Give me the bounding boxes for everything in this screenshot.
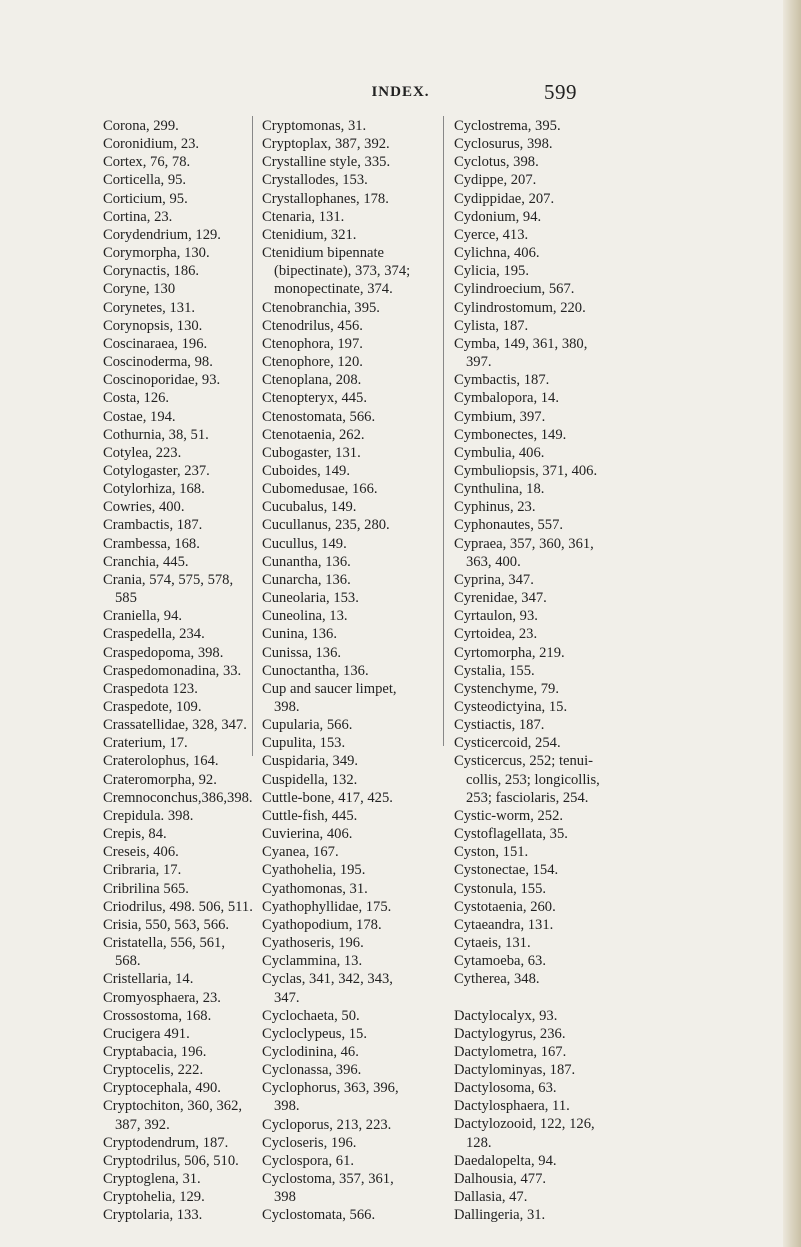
- index-entry: Cytherea, 348.: [454, 971, 540, 988]
- index-entry: Corynopsis, 130.: [103, 317, 203, 334]
- index-entry: Crassatellidae, 328, 347.: [103, 717, 247, 734]
- index-entry: 387, 392.: [115, 1116, 170, 1133]
- index-entry: Dallasia, 47.: [454, 1189, 528, 1206]
- index-entry: Cyrtaulon, 93.: [454, 608, 538, 625]
- index-entry: Cryptolaria, 133.: [103, 1207, 203, 1224]
- section-gap: [454, 989, 626, 1007]
- index-entry: Crystalline style, 335.: [262, 154, 391, 171]
- index-entry: Cribrilina 565.: [103, 880, 189, 897]
- index-entry: Coscinoporidae, 93.: [103, 372, 221, 389]
- index-entry: Cyathopodium, 178.: [262, 916, 382, 933]
- index-entry: Cuboides, 149.: [262, 462, 350, 479]
- index-entry: Cunissa, 136.: [262, 644, 342, 661]
- index-entry: Cowries, 400.: [103, 499, 185, 516]
- index-entry: Cucullanus, 235, 280.: [262, 517, 390, 534]
- index-entry: Cysticercus, 252; tenui-: [454, 753, 594, 770]
- index-entry: Cyston, 151.: [454, 844, 529, 861]
- index-entry: Cristellaria, 14.: [103, 971, 194, 988]
- index-entry: Ctenodrilus, 456.: [262, 317, 363, 334]
- index-entry: 398.: [274, 1098, 300, 1115]
- index-entry: Dactylosphaera, 11.: [454, 1098, 570, 1115]
- index-entry: Cuneolaria, 153.: [262, 590, 359, 607]
- index-entry: Craniella, 94.: [103, 608, 183, 625]
- index-entry: Cromyosphaera, 23.: [103, 989, 221, 1006]
- index-entry: Cryptoglena, 31.: [103, 1171, 201, 1188]
- index-entry: Dactylozooid, 122, 126,: [454, 1116, 595, 1133]
- index-entry: Dactylocalyx, 93.: [454, 1007, 558, 1024]
- column-divider: [252, 116, 253, 756]
- index-entry: Crystallophanes, 178.: [262, 190, 389, 207]
- index-entry: 398: [274, 1189, 296, 1206]
- index-entry: Cypraea, 357, 360, 361,: [454, 535, 594, 552]
- index-entry: Craterium, 17.: [103, 735, 188, 752]
- index-column-3: [454, 117, 626, 1224]
- index-entry: Cyphinus, 23.: [454, 499, 536, 516]
- index-entry: Ctenostomata, 566.: [262, 408, 376, 425]
- index-entry: Cystonectae, 154.: [454, 862, 559, 879]
- index-entry: Cyclammina, 13.: [262, 953, 363, 970]
- index-entry: 253; fasciolaris, 254.: [466, 789, 589, 806]
- index-entry: Criodrilus, 498. 506, 511.: [103, 898, 253, 915]
- index-entry: Cryptocelis, 222.: [103, 1062, 204, 1079]
- index-entry: Cuttle-fish, 445.: [262, 807, 358, 824]
- index-entry: Cycloseris, 196.: [262, 1134, 357, 1151]
- index-entry: Cubomedusae, 166.: [262, 481, 378, 498]
- index-entry: Cyathoseris, 196.: [262, 935, 364, 952]
- index-entry: Cyrtomorpha, 219.: [454, 644, 565, 661]
- index-entry: Crucigera 491.: [103, 1025, 190, 1042]
- index-entry: Ctenoplana, 208.: [262, 372, 362, 389]
- index-entry: Cryptabacia, 196.: [103, 1043, 207, 1060]
- index-entry: 398.: [274, 699, 300, 715]
- index-entry: Cryptocephala, 490.: [103, 1080, 221, 1097]
- index-entry: Cymbulia, 406.: [454, 444, 545, 461]
- running-head-title: INDEX.: [371, 84, 430, 100]
- index-entry: Daedalopelta, 94.: [454, 1152, 557, 1169]
- index-entry: Cysticercoid, 254.: [454, 735, 561, 752]
- index-entry: Ctenopteryx, 445.: [262, 390, 367, 407]
- index-entry: Cystotaenia, 260.: [454, 898, 556, 915]
- index-entry: Crania, 574, 575, 578,: [103, 571, 234, 588]
- index-entry: Cristatella, 556, 561,: [103, 935, 226, 952]
- column-divider: [443, 116, 444, 746]
- index-entry: Costae, 194.: [103, 408, 176, 425]
- index-entry: Ctenaria, 131.: [262, 208, 345, 225]
- index-entry: Cunina, 136.: [262, 626, 337, 643]
- index-entry: Crossostoma, 168.: [103, 1007, 212, 1024]
- index-entry: 568.: [115, 953, 141, 970]
- index-entry: Crateromorpha, 92.: [103, 771, 217, 788]
- index-entry: Cyclochaeta, 50.: [262, 1007, 360, 1024]
- index-entry: Coscinoderma, 98.: [103, 354, 213, 371]
- index-entry: Cryptoplax, 387, 392.: [262, 136, 390, 153]
- index-entry: Cystic-worm, 252.: [454, 807, 564, 824]
- index-entry: Cryptodrilus, 506, 510.: [103, 1152, 239, 1169]
- index-entry: Craspedopoma, 398.: [103, 644, 224, 661]
- index-entry: Corymorpha, 130.: [103, 245, 210, 262]
- index-entry: Corona, 299.: [103, 118, 179, 134]
- index-entry: monopectinate, 374.: [274, 281, 393, 298]
- index-entry: Costa, 126.: [103, 390, 170, 407]
- index-entry: Cortina, 23.: [103, 208, 173, 225]
- index-entry: Cup and saucer limpet,: [262, 680, 397, 697]
- index-entry: Cremnoconchus,386,398.: [103, 789, 253, 806]
- index-entry: Ctenophora, 197.: [262, 335, 363, 352]
- index-entry: Cyclosurus, 398.: [454, 136, 553, 153]
- index-entry: Craspedota 123.: [103, 680, 198, 697]
- index-entry: Corticium, 95.: [103, 190, 188, 207]
- index-entry: Crambessa, 168.: [103, 535, 200, 552]
- index-entry: Creseis, 406.: [103, 844, 179, 861]
- index-entry: 397.: [466, 354, 492, 371]
- index-entry: 585: [115, 590, 137, 607]
- index-entry: Corydendrium, 129.: [103, 226, 221, 243]
- index-entry: Craspedomonadina, 33.: [103, 662, 242, 679]
- index-entry: Cyathohelia, 195.: [262, 862, 366, 879]
- index-entry: Crystallodes, 153.: [262, 172, 368, 189]
- index-entry: Cyerce, 413.: [454, 226, 529, 243]
- index-entry: Cyclophorus, 363, 396,: [262, 1080, 399, 1097]
- index-entry: Cyclostoma, 357, 361,: [262, 1171, 394, 1188]
- index-entry: Cubogaster, 131.: [262, 444, 361, 461]
- index-entry: collis, 253; longicollis,: [466, 771, 600, 788]
- index-entry: Cyclas, 341, 342, 343,: [262, 971, 393, 988]
- index-entry: Cycloporus, 213, 223.: [262, 1116, 392, 1133]
- index-entry: Cunantha, 136.: [262, 553, 351, 570]
- index-entry: Craterolophus, 164.: [103, 753, 219, 770]
- index-entry: Cuspidella, 132.: [262, 771, 358, 788]
- index-entry: Cystonula, 155.: [454, 880, 547, 897]
- index-entry: Corticella, 95.: [103, 172, 187, 189]
- index-entry: 128.: [466, 1134, 492, 1151]
- index-entry: Cynthulina, 18.: [454, 481, 545, 498]
- index-entry: Dactylosoma, 63.: [454, 1080, 557, 1097]
- index-column-1: [103, 117, 253, 1225]
- index-entry: Cyanea, 167.: [262, 844, 339, 861]
- index-entry: Cymbalopora, 14.: [454, 390, 559, 407]
- index-entry: Cystenchyme, 79.: [454, 680, 559, 697]
- index-entry: Crambactis, 187.: [103, 517, 203, 534]
- index-entry: Cyathomonas, 31.: [262, 880, 368, 897]
- index-entry: Crisia, 550, 563, 566.: [103, 916, 230, 933]
- index-column-2: [262, 117, 438, 1225]
- index-entry: Cystalia, 155.: [454, 662, 535, 679]
- index-entry: Cortex, 76, 78.: [103, 154, 191, 171]
- index-entry: Coscinaraea, 196.: [103, 335, 208, 352]
- index-entry: Cryptochiton, 360, 362,: [103, 1098, 243, 1115]
- index-entry: Cyphonautes, 557.: [454, 517, 564, 534]
- index-entry: Cyclostomata, 566.: [262, 1207, 376, 1224]
- index-entry: Cyathophyllidae, 175.: [262, 898, 392, 915]
- index-entry: Cyclostrema, 395.: [454, 118, 561, 134]
- index-entry: 347.: [274, 989, 300, 1006]
- index-entry: Cuttle-bone, 417, 425.: [262, 789, 393, 806]
- index-entry: Cuspidaria, 349.: [262, 753, 359, 770]
- index-entry: Cyclonassa, 396.: [262, 1062, 362, 1079]
- index-entry: Ctenotaenia, 262.: [262, 426, 365, 443]
- index-entry: Coryne, 130: [103, 281, 176, 298]
- index-entry: Craspedote, 109.: [103, 699, 202, 715]
- index-entry: Cucullus, 149.: [262, 535, 347, 552]
- index-entry: Corynetes, 131.: [103, 299, 196, 316]
- index-entry: Cranchia, 445.: [103, 553, 189, 570]
- index-entry: Cucubalus, 149.: [262, 499, 357, 516]
- index-entry: Cyclospora, 61.: [262, 1152, 355, 1169]
- index-entry: Cupulita, 153.: [262, 735, 346, 752]
- index-entry: Crepis, 84.: [103, 826, 167, 843]
- index-entry: Craspedella, 234.: [103, 626, 205, 643]
- index-entry: 363, 400.: [466, 553, 521, 570]
- index-entry: Cytaeis, 131.: [454, 935, 531, 952]
- index-entry: Cyprina, 347.: [454, 571, 534, 588]
- index-entry: Cymbonectes, 149.: [454, 426, 567, 443]
- index-entry: Cysteodictyina, 15.: [454, 699, 568, 715]
- index-entry: Cupularia, 566.: [262, 717, 353, 734]
- index-entry: Dactylogyrus, 236.: [454, 1025, 566, 1042]
- index-entry: Cuneolina, 13.: [262, 608, 348, 625]
- index-entry: Dactylometra, 167.: [454, 1043, 567, 1060]
- index-entry: Cyrenidae, 347.: [454, 590, 547, 607]
- index-entry: Cylista, 187.: [454, 317, 529, 334]
- index-entry: Ctenophore, 120.: [262, 354, 363, 371]
- index-entry: Cylindroecium, 567.: [454, 281, 575, 298]
- index-entry: Cylicia, 195.: [454, 263, 529, 280]
- index-entry: Cystoflagellata, 35.: [454, 826, 568, 843]
- page-number: 599: [544, 80, 577, 104]
- index-entry: Cuvierina, 406.: [262, 826, 353, 843]
- index-entry: Cylichna, 406.: [454, 245, 540, 262]
- index-entry: Cymbuliopsis, 371, 406.: [454, 462, 598, 479]
- index-entry: Cydonium, 94.: [454, 208, 542, 225]
- index-entry: Cymbactis, 187.: [454, 372, 550, 389]
- index-entry: Cotylogaster, 237.: [103, 462, 210, 479]
- index-entry: Cystiactis, 187.: [454, 717, 545, 734]
- index-entry: Cribraria, 17.: [103, 862, 182, 879]
- index-entry: Dallingeria, 31.: [454, 1207, 546, 1224]
- index-entry: Coronidium, 23.: [103, 136, 200, 153]
- index-entry: Cydippidae, 207.: [454, 190, 555, 207]
- index-entry: Cotylea, 223.: [103, 444, 182, 461]
- index-entry: Cyrtoidea, 23.: [454, 626, 538, 643]
- index-entry: Cunarcha, 136.: [262, 571, 351, 588]
- index-entry: Cymbium, 397.: [454, 408, 546, 425]
- index-entry: Corynactis, 186.: [103, 263, 200, 280]
- index-entry: Ctenidium, 321.: [262, 226, 357, 243]
- index-entry: (bipectinate), 373, 374;: [274, 263, 411, 280]
- index-entry: Cydippe, 207.: [454, 172, 537, 189]
- index-entry: Cytaeandra, 131.: [454, 916, 554, 933]
- page-edge-shadow: [783, 0, 801, 1247]
- index-entry: Ctenobranchia, 395.: [262, 299, 380, 316]
- index-entry: Cryptodendrum, 187.: [103, 1134, 229, 1151]
- index-entry: Cymba, 149, 361, 380,: [454, 335, 588, 352]
- index-entry: Cunoctantha, 136.: [262, 662, 369, 679]
- index-entry: Dalhousia, 477.: [454, 1170, 547, 1187]
- index-entry: Cyclodinina, 46.: [262, 1043, 359, 1060]
- index-entry: Cyclotus, 398.: [454, 154, 539, 171]
- index-entry: Cotylorhiza, 168.: [103, 481, 205, 498]
- index-entry: Crepidula. 398.: [103, 807, 194, 824]
- index-entry: Cryptomonas, 31.: [262, 118, 367, 134]
- index-entry: Cycloclypeus, 15.: [262, 1025, 367, 1042]
- index-entry: Ctenidium bipennate: [262, 245, 384, 262]
- index-entry: Dactylominyas, 187.: [454, 1061, 576, 1078]
- index-entry: Cothurnia, 38, 51.: [103, 426, 209, 443]
- index-entry: Cryptohelia, 129.: [103, 1189, 205, 1206]
- index-entry: Cylindrostomum, 220.: [454, 299, 586, 316]
- index-entry: Cytamoeba, 63.: [454, 953, 547, 970]
